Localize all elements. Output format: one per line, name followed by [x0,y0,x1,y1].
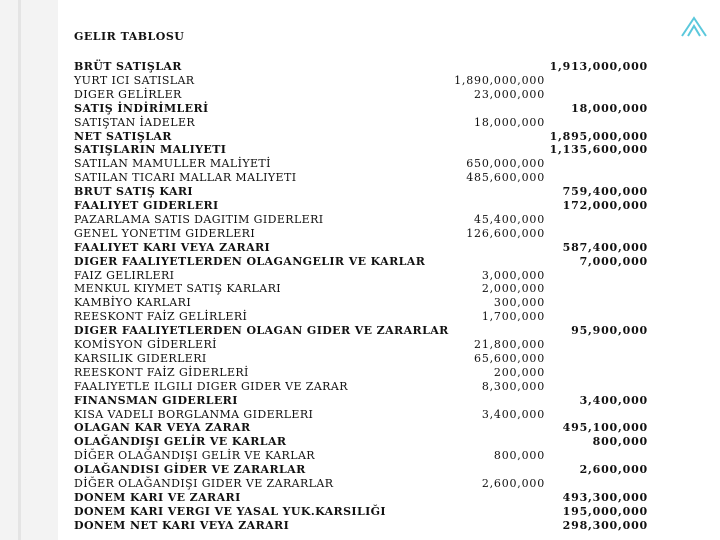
row-total-amount: 18,000,000 [571,101,648,115]
row-label: FAIZ GELIRLERI [74,268,175,282]
row-total-amount: 1,135,600,000 [549,143,648,157]
statement-row [66,185,650,198]
row-label: YURT ICI SATISLAR [74,73,195,87]
row-label: DIGER FAALIYETLERDEN OLAGANGELIR VE KARLAR [74,254,426,268]
statement-row [66,213,650,226]
income-statement-sheet [66,30,650,535]
statement-row [66,449,650,462]
row-label: DIGER GELİRLER [74,87,182,101]
row-total-amount: 2,600,000 [579,463,648,477]
row-total-amount: 587,400,000 [562,240,648,254]
row-label: KOMİSYON GİDERLERİ [74,338,217,351]
row-label: BRÜT SATIŞLAR [74,60,182,73]
row-label: SATILAN MAMULLER MALİYETİ [74,157,271,171]
statement-row [66,102,650,115]
statement-row [66,269,650,282]
row-total-amount: 493,300,000 [562,490,648,504]
row-total-amount: 759,400,000 [562,185,648,199]
row-label: DİĞER OLAĞANDIŞI GIDER VE ZARARLAR [74,477,334,490]
statement-row [66,421,650,434]
row-detail-amount: 1,890,000,000 [454,73,545,87]
row-label: OLAĞANDISI GİDER VE ZARARLAR [74,463,306,477]
statement-row [66,324,650,337]
statement-row [66,408,650,421]
row-detail-amount: 23,000,000 [474,87,545,101]
statement-row [66,296,650,309]
statement-title: GELIR TABLOSU [74,30,185,43]
row-label: DONEM NET KARI VEYA ZARARI [74,518,290,532]
statement-row [66,394,650,407]
row-label: OLAĞANDIŞI GELİR VE KARLAR [74,435,287,449]
statement-row [66,310,650,323]
row-label: KISA VADELI BORGLANMA GIDERLERI [74,407,314,421]
statement-row [66,241,650,254]
row-label: SATIŞ İNDİRİMLERİ [74,101,209,115]
row-label: DİĞER OLAĞANDIŞI GELİR VE KARLAR [74,449,315,463]
row-label: DIGER FAALIYETLERDEN OLAGAN GIDER VE ZARARLAR [74,324,449,338]
row-label: SATIŞTAN İADELER [74,115,196,129]
row-label: NET SATIŞLAR [74,129,172,143]
row-detail-amount: 1,700,000 [481,310,545,324]
row-total-amount: 3,400,000 [579,393,648,407]
row-detail-amount: 21,800,000 [474,338,545,351]
row-label: DONEM KARI VE ZARARI [74,490,241,504]
statement-row [66,338,650,351]
row-label: REESKONT FAİZ GİDERLERİ [74,365,249,379]
statement-row [66,130,650,143]
statement-row [66,143,650,156]
statement-row [66,116,650,129]
row-label: FAALIYETLE ILGILI DIGER GIDER VE ZARAR [74,379,348,393]
row-label: DONEM KARI VERGI VE YASAL YUK.KARSILIĞI [74,504,386,518]
row-detail-amount: 45,400,000 [474,212,545,226]
statement-row [66,157,650,170]
statement-row [66,199,650,212]
row-label: GENEL YONETIM GIDERLERI [74,226,256,240]
row-detail-amount: 65,600,000 [474,351,545,365]
row-label: KARSILIK GIDERLERI [74,351,207,365]
row-label: FINANSMAN GIDERLERI [74,393,238,407]
row-total-amount: 800,000 [592,435,648,449]
row-detail-amount: 200,000 [493,365,545,379]
row-label: OLAGAN KAR VEYA ZARAR [74,421,251,435]
row-label: KAMBİYO KARLARI [74,296,192,310]
row-detail-amount: 3,400,000 [481,407,545,421]
row-detail-amount: 650,000,000 [466,157,545,171]
statement-row [66,352,650,365]
statement-row [66,88,650,101]
slide-left-decoration [0,0,58,540]
slide-corner-arrow-icon [678,8,710,40]
row-label: SATILAN TICARI MALLAR MALIYETI [74,171,297,185]
statement-row [66,60,650,73]
row-label: MENKUL KIYMET SATIŞ KARLARI [74,282,282,296]
row-label: FAALIYET KARI VEYA ZARARI [74,240,271,254]
statement-row [66,171,650,184]
row-label: BRUT SATIŞ KARI [74,185,193,199]
statement-row [66,463,650,476]
statement-row [66,282,650,295]
statement-row [66,491,650,504]
row-detail-amount: 2,600,000 [481,477,545,490]
statement-row [66,505,650,518]
row-total-amount: 95,900,000 [571,324,648,338]
statement-row [66,435,650,448]
statement-row [66,477,650,490]
row-detail-amount: 2,000,000 [481,282,545,296]
row-detail-amount: 126,600,000 [466,226,545,240]
row-label: REESKONT FAİZ GELİRLERİ [74,310,248,324]
statement-row [66,255,650,268]
statement-row [66,519,650,532]
row-total-amount: 1,913,000,000 [549,60,648,73]
row-label: FAALIYET GIDERLERI [74,199,219,212]
row-label: SATIŞLARIN MALIYETI [74,143,227,157]
row-detail-amount: 485,600,000 [466,171,545,185]
row-total-amount: 495,100,000 [562,421,648,435]
statement-row [66,227,650,240]
row-detail-amount: 3,000,000 [481,268,545,282]
row-detail-amount: 18,000,000 [474,115,545,129]
row-detail-amount: 800,000 [493,449,545,463]
statement-row [66,74,650,87]
row-total-amount: 7,000,000 [579,254,648,268]
row-total-amount: 1,895,000,000 [549,129,648,143]
row-total-amount: 172,000,000 [562,199,648,212]
row-detail-amount: 300,000 [493,296,545,310]
row-detail-amount: 8,300,000 [481,379,545,393]
row-total-amount: 298,300,000 [562,518,648,532]
row-label: PAZARLAMA SATIS DAGITIM GIDERLERI [74,212,324,226]
row-total-amount: 195,000,000 [562,504,648,518]
statement-row [66,366,650,379]
statement-row [66,380,650,393]
